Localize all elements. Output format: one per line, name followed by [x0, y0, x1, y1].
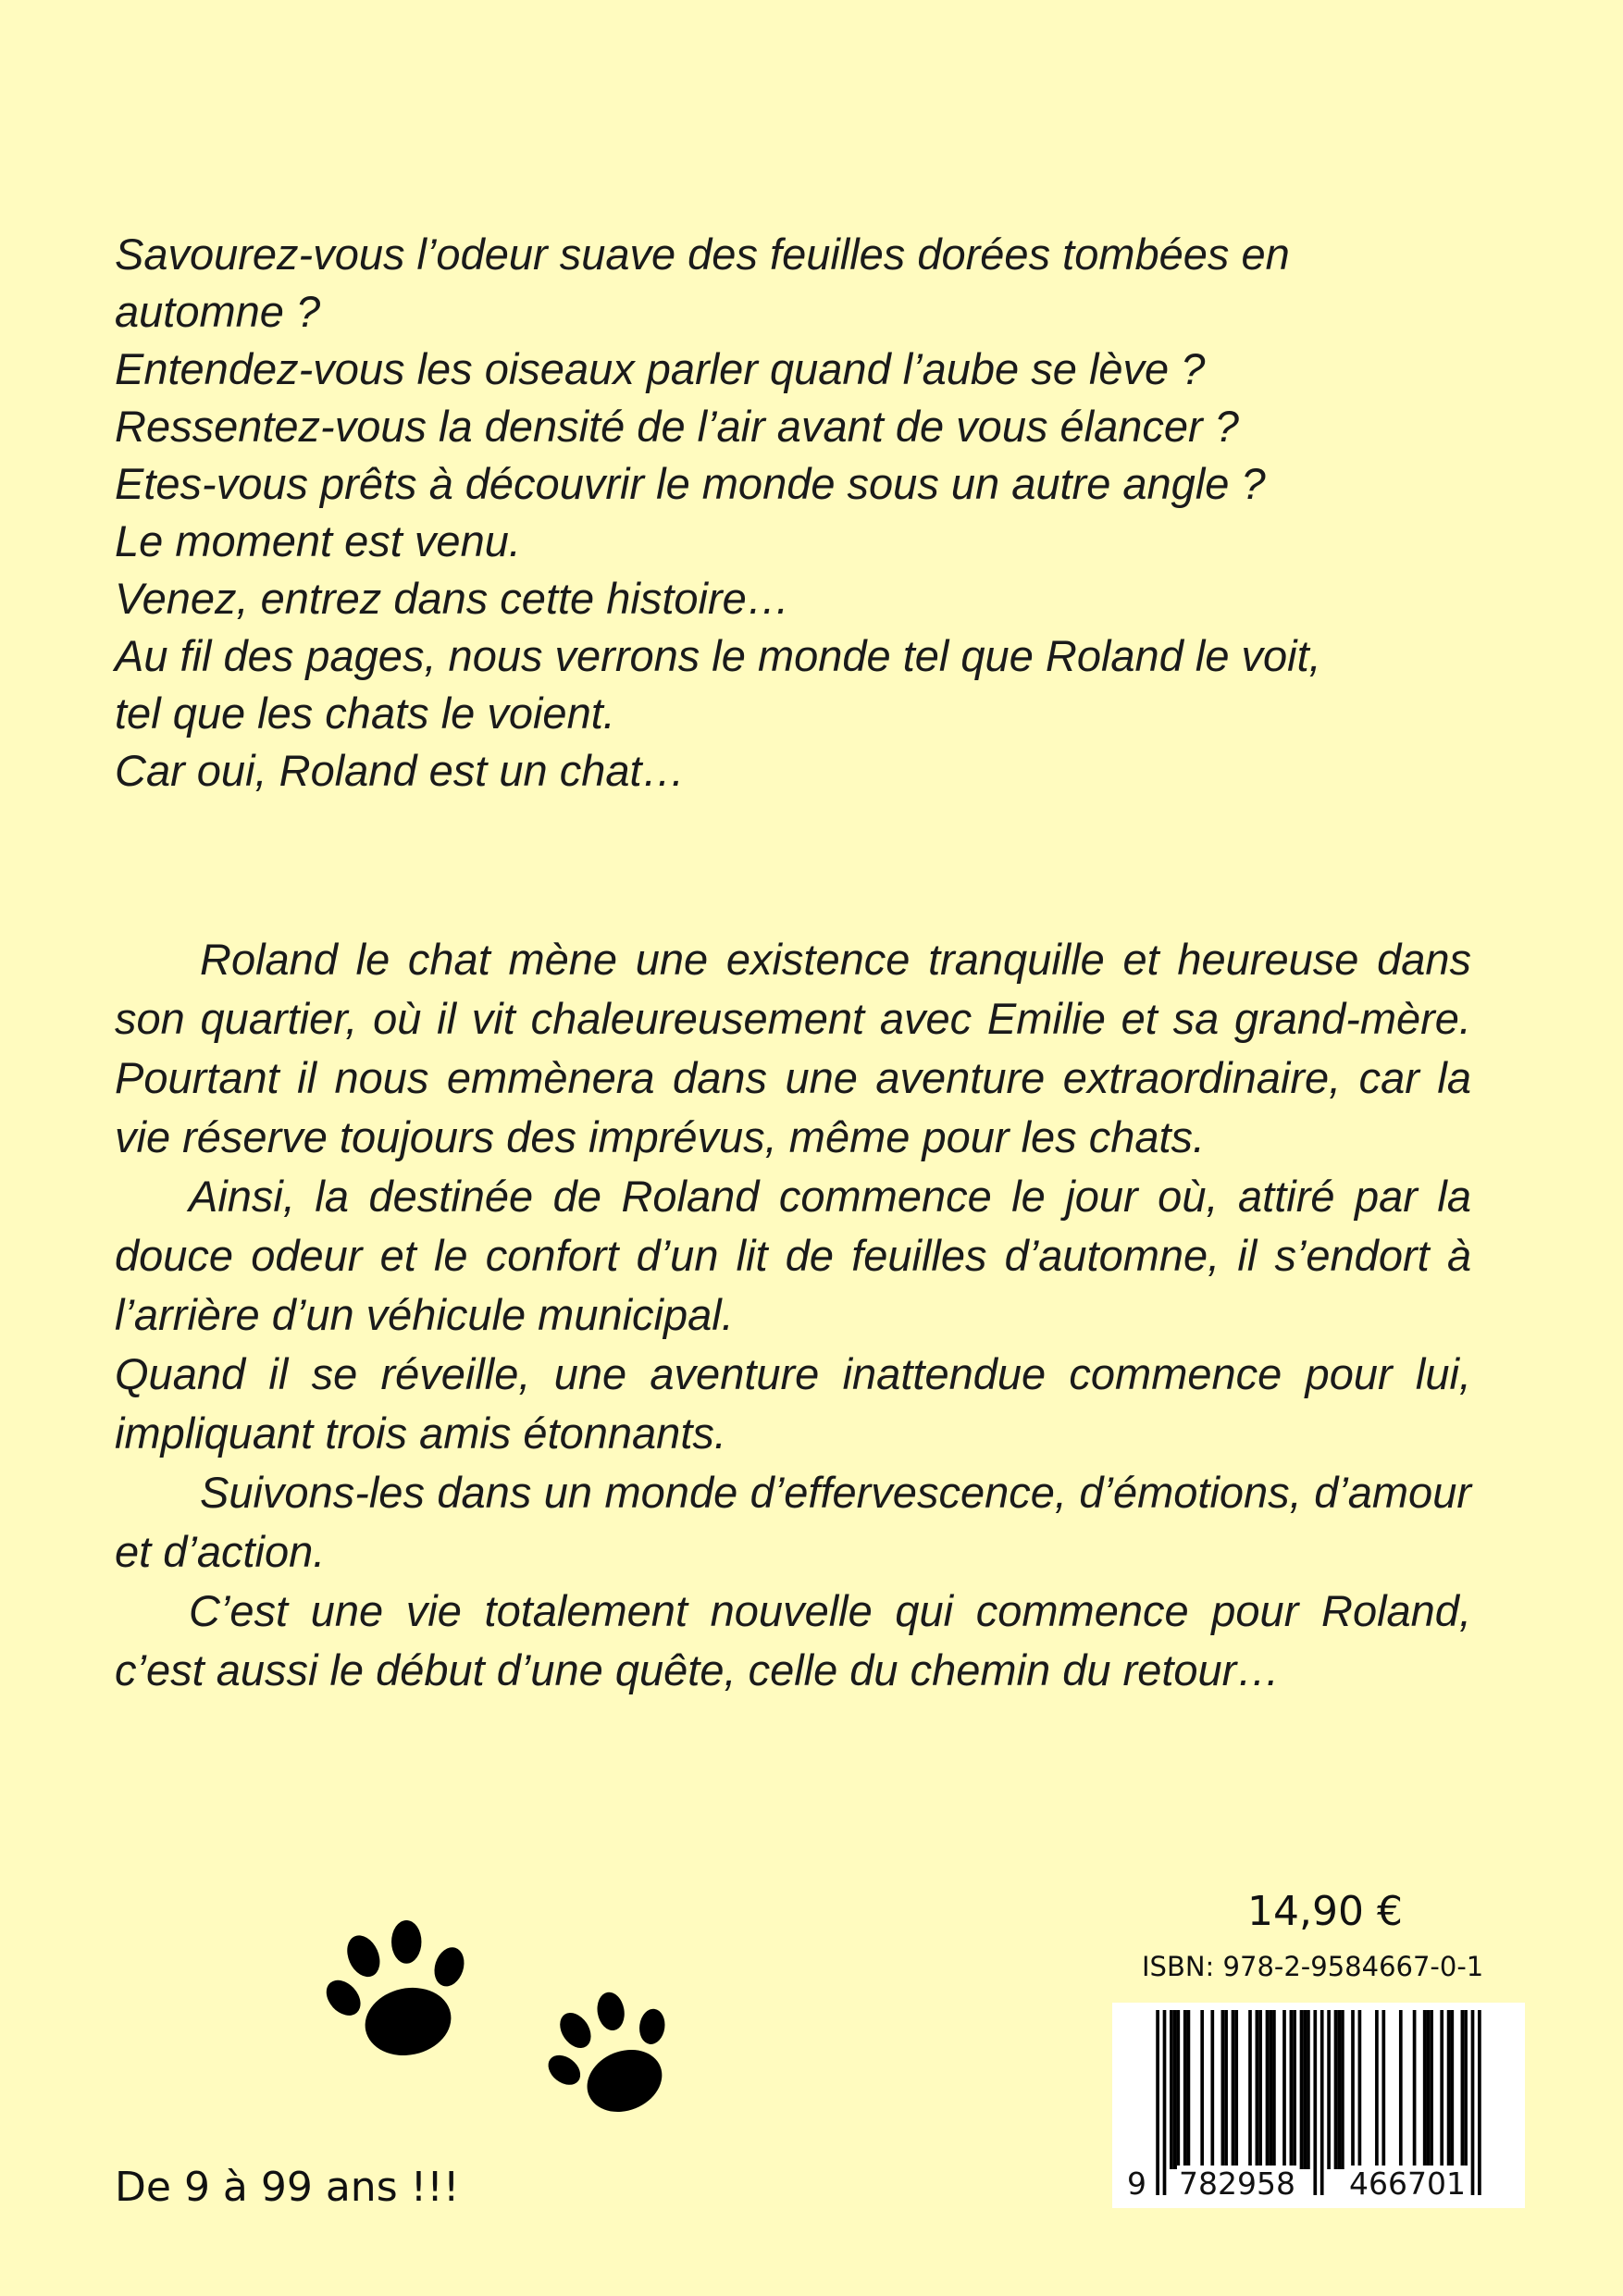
- barcode-guard-bar: [1163, 2010, 1167, 2195]
- barcode-guard-bar: [1156, 2010, 1159, 2195]
- paw-print-icon: [315, 1906, 481, 2073]
- barcode-bar: [1187, 2010, 1191, 2169]
- barcode-bar: [1423, 2010, 1427, 2169]
- barcode-bar: [1450, 2010, 1454, 2169]
- intro-line: Car oui, Roland est un chat…: [115, 746, 686, 795]
- intro-line: Ressentez-vous la densité de l’air avant de vous élancer ?: [115, 402, 1239, 451]
- barcode-bar: [1358, 2010, 1362, 2169]
- barcode-bar: [1258, 2010, 1262, 2169]
- barcode-bar: [1337, 2010, 1341, 2169]
- barcode-bar: [1430, 2010, 1433, 2169]
- barcode-bar: [1447, 2010, 1451, 2169]
- barcode-bar: [1200, 2010, 1204, 2169]
- barcode-bar: [1269, 2010, 1272, 2169]
- barcode-bar: [1234, 2010, 1238, 2169]
- barcode-bar: [1293, 2010, 1296, 2169]
- barcode-guard-bar: [1471, 2010, 1475, 2195]
- barcode-bar: [1327, 2010, 1331, 2169]
- barcode-bar: [1248, 2010, 1252, 2169]
- barcode-bar: [1176, 2010, 1180, 2169]
- intro-line: tel que les chats le voient.: [115, 689, 615, 738]
- barcode-bar: [1272, 2010, 1276, 2169]
- barcode-bar: [1461, 2010, 1465, 2169]
- barcode-bar: [1170, 2010, 1173, 2169]
- paw-print-icon: [537, 1980, 685, 2128]
- summary-paragraph: Suivons-les dans un monde d’effervescence, d’émotions, d’amour et d’action.: [115, 1468, 1471, 1576]
- isbn-label: ISBN: 978-2-9584667-0-1: [1142, 1951, 1484, 1982]
- barcode-guard-bar: [1320, 2010, 1324, 2195]
- summary-paragraph: Ainsi, la destinée de Roland commence le jour où, attiré par la douce odeur et le confort d’un lit de feuilles d’automne, il s’endort à l’arrière d’un véhicule municipal.: [115, 1172, 1471, 1339]
- barcode-bar: [1351, 2010, 1355, 2169]
- intro-line: Le moment est venu.: [115, 516, 521, 565]
- price: 14,90 €: [1247, 1888, 1403, 1935]
- intro-line: Venez, entrez dans cette histoire…: [115, 574, 790, 623]
- barcode-bar: [1440, 2010, 1443, 2169]
- summary-paragraph: Roland le chat mène une existence tranquille et heureuse dans son quartier, où il vit chaleureusement avec Emilie et sa grand-mère. Pourtant il nous emmènera dans une aventure extraordinaire, car la vie réserve toujours des imprévus, même pour les chats.: [115, 935, 1471, 1161]
- barcode-bar: [1173, 2010, 1177, 2169]
- barcode-bar: [1256, 2010, 1259, 2169]
- barcode-bar: [1303, 2010, 1307, 2169]
- barcode-bar: [1381, 2010, 1385, 2169]
- summary-paragraph: Quand il se réveille, une aventure inattendue commence pour lui, impliquant trois amis étonnants.: [115, 1349, 1471, 1458]
- barcode-bar: [1427, 2010, 1431, 2169]
- summary-paragraph: C’est une vie totalement nouvelle qui commence pour Roland, c’est aussi le début d’une quête, celle du chemin du retour…: [115, 1586, 1471, 1694]
- barcode-left-digits: 782958: [1179, 2166, 1295, 2202]
- barcode-lead-digit: 9: [1127, 2166, 1146, 2202]
- intro-line: Etes-vous prêts à découvrir le monde sous un autre angle ?: [115, 459, 1266, 508]
- barcode-bar: [1399, 2010, 1403, 2169]
- intro-line: Au fil des pages, nous verrons le monde tel que Roland le voit,: [115, 631, 1321, 680]
- barcode-bar: [1375, 2010, 1379, 2169]
- barcode-bar: [1183, 2010, 1187, 2169]
- barcode-bar: [1232, 2010, 1235, 2169]
- barcode-bar: [1341, 2010, 1344, 2169]
- barcode: [1112, 2003, 1525, 2208]
- intro-line: automne ?: [115, 287, 321, 336]
- intro-line: Savourez-vous l’odeur suave des feuilles dorées tombées en: [115, 230, 1290, 279]
- age-range: De 9 à 99 ans !!!: [115, 2164, 460, 2211]
- barcode-bar: [1334, 2010, 1338, 2169]
- barcode-bar: [1266, 2010, 1270, 2169]
- book-summary: [115, 930, 1471, 1700]
- barcode-bar: [1464, 2010, 1468, 2169]
- barcode-bar: [1210, 2010, 1214, 2169]
- barcode-bar: [1224, 2010, 1228, 2169]
- barcode-guard-bar: [1478, 2010, 1481, 2195]
- barcode-bar: [1282, 2010, 1286, 2169]
- barcode-right-digits: 466701: [1349, 2166, 1466, 2202]
- barcode-bar: [1307, 2010, 1310, 2169]
- barcode-bar: [1221, 2010, 1225, 2169]
- barcode-bar: [1290, 2010, 1294, 2169]
- barcode-guard-bar: [1313, 2010, 1317, 2195]
- intro-text: [115, 226, 1521, 800]
- barcode-bar: [1413, 2010, 1417, 2169]
- intro-line: Entendez-vous les oiseaux parler quand l’aube se lève ?: [115, 344, 1206, 393]
- barcode-bar: [1300, 2010, 1304, 2169]
